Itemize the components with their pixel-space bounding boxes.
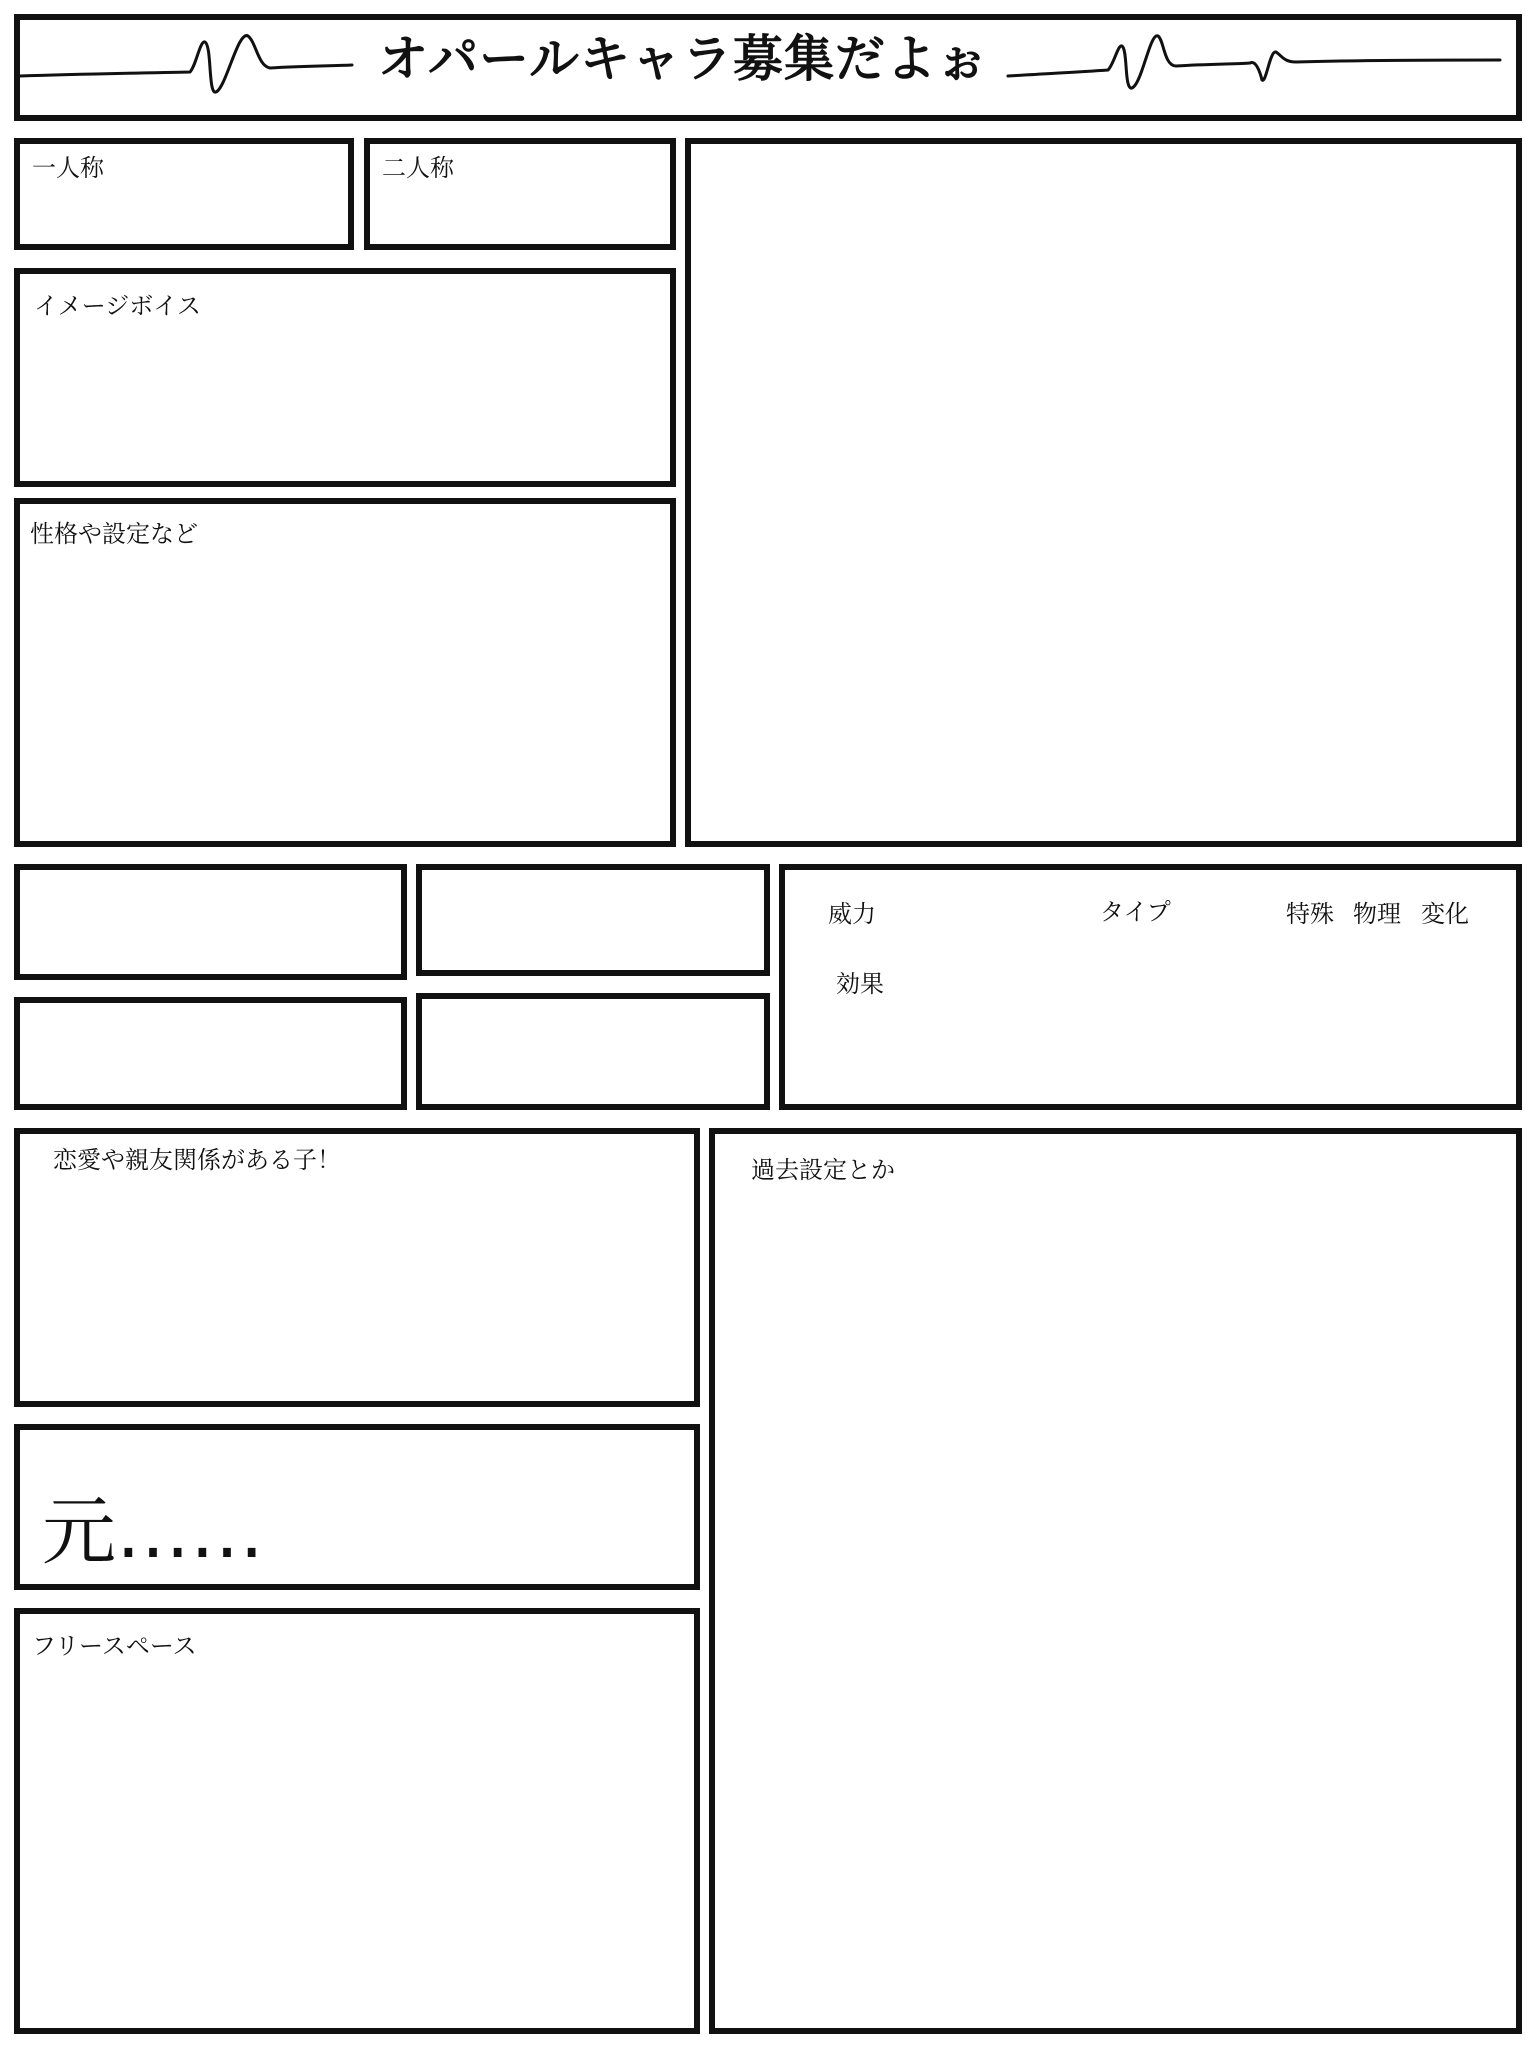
image-voice-label: イメージボイス (34, 292, 202, 320)
personality-label: 性格や設定など (30, 520, 198, 548)
past-settings-box[interactable] (709, 1128, 1522, 2034)
second-person-box[interactable] (364, 138, 676, 250)
free-space-box[interactable] (14, 1608, 700, 2034)
relationships-label: 恋愛や親友関係がある子！ (53, 1146, 341, 1174)
relationships-box[interactable] (14, 1128, 700, 1407)
origin-box[interactable] (14, 1424, 700, 1590)
move-box[interactable] (779, 864, 1522, 1110)
category-special-option[interactable]: 特殊 (1286, 900, 1334, 928)
character-image-area[interactable] (685, 138, 1522, 847)
blank-box-bottom-left[interactable] (14, 997, 407, 1110)
category-status-option[interactable]: 変化 (1421, 900, 1469, 928)
power-label: 威力 (828, 900, 876, 928)
personality-box[interactable] (14, 498, 676, 847)
first-person-label: 一人称 (32, 154, 104, 182)
second-person-label: 二人称 (382, 154, 454, 182)
effect-label: 効果 (836, 970, 884, 998)
first-person-box[interactable] (14, 138, 354, 250)
blank-box-bottom-middle[interactable] (416, 993, 770, 1110)
origin-label: 元…… (42, 1489, 264, 1575)
past-settings-label: 過去設定とか (751, 1156, 895, 1184)
free-space-label: フリースペース (32, 1632, 197, 1660)
blank-box-top-middle[interactable] (416, 864, 770, 976)
page-title: オパールキャラ募集だよぉ (378, 30, 988, 88)
blank-box-top-left[interactable] (14, 864, 407, 980)
category-physical-option[interactable]: 物理 (1353, 900, 1401, 928)
image-voice-box[interactable] (14, 268, 676, 487)
type-label: タイプ (1100, 898, 1171, 926)
